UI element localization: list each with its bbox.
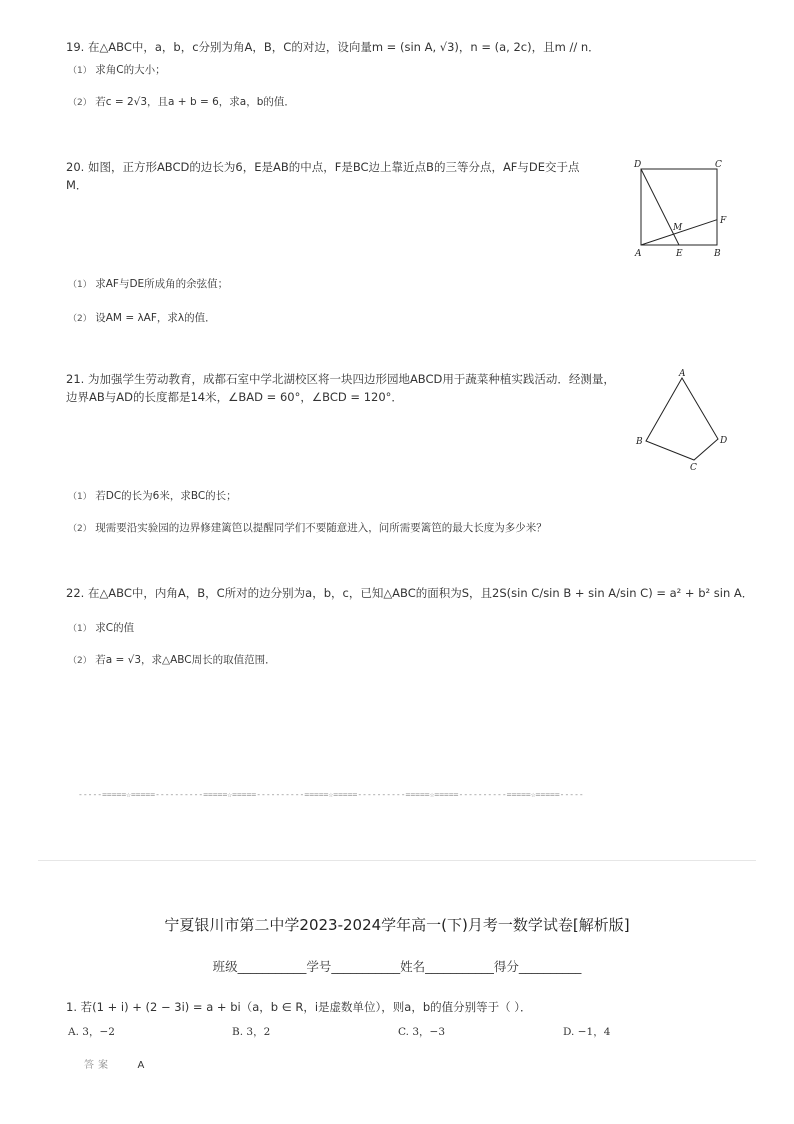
q21-label-d: D xyxy=(720,436,728,446)
page-break-line xyxy=(38,860,756,861)
page-title: 宁夏银川市第二中学2023-2024学年高一(下)月考一数学试卷[解析版] xyxy=(164,916,630,934)
q20-label-a: A xyxy=(635,249,642,259)
q21-sub1 xyxy=(68,488,237,503)
q22-stem: 22. 在△ABC中，内角A，B，C所对的边分别为a，b，c，已知△ABC的面积为S，且2S(sin C/sin B + sin A/sin C) = a² + b² sin A． xyxy=(66,586,754,600)
q21-stem-line2: 边界AB与AD的长度都是14米，∠BAD = 60°，∠BCD = 120°． xyxy=(66,390,403,404)
q20-square xyxy=(641,169,717,245)
q1-option-b xyxy=(232,1024,270,1039)
q21-quadrilateral xyxy=(646,378,718,460)
q1-option-d xyxy=(563,1024,610,1039)
q20-label-d: D xyxy=(634,160,642,170)
q1-option-d-text: −1，4 xyxy=(577,1026,611,1038)
q20-sub1-text: 求AF与DE所成角的余弦值； xyxy=(95,278,229,290)
q19-sub1-number: （1） xyxy=(68,66,92,76)
q1-option-b-label: B. xyxy=(232,1026,244,1038)
q1-option-a xyxy=(68,1024,115,1039)
q21-sub2 xyxy=(68,520,547,535)
q21-quadrilateral-figure xyxy=(632,368,732,472)
q1-answer-label: 答案 xyxy=(84,1060,112,1071)
q21-sub2-text: 现需要沿实验园的边界修建篱笆以提醒同学们不要随意进入，问所需要篱笆的最大长度为多少米？ xyxy=(95,522,547,534)
q20-segment-de xyxy=(641,169,679,245)
q21-stem-line1: 21. 为加强学生劳动教育，成都石室中学北湖校区将一块四边形园地ABCD用于蔬菜种植实践活动．经测量， xyxy=(66,372,615,386)
q19-sub1 xyxy=(68,62,166,77)
q1-option-c xyxy=(398,1024,445,1039)
q1-answer xyxy=(84,1056,144,1071)
q1-option-d-label: D. xyxy=(563,1026,575,1038)
q20-label-e: E xyxy=(676,249,683,259)
q19-sub2-text: 若c = 2√3，且a + b = 6，求a，b的值． xyxy=(95,96,295,108)
q21-label-c: C xyxy=(690,463,697,472)
q20-label-m: M xyxy=(673,223,683,233)
q22-sub1-number: （1） xyxy=(68,624,92,634)
q1-answer-value: A xyxy=(137,1060,145,1071)
q20-sub2 xyxy=(68,310,216,325)
q1-option-a-text: 3，−2 xyxy=(82,1026,115,1038)
q22-sub2-number: （2） xyxy=(68,656,92,666)
q21-label-a: A xyxy=(679,369,686,379)
q21-label-b: B xyxy=(636,437,643,447)
student-info-line: 班级___________学号___________姓名___________得分__________ xyxy=(212,959,582,974)
q19-sub2 xyxy=(68,94,295,109)
q1-option-a-label: A. xyxy=(68,1026,79,1038)
q22-sub1 xyxy=(68,620,134,635)
q19-stem: 19. 在△ABC中，a，b，c分别为角A，B，C的对边，设向量m = (sin A, √3)，n = (a, 2c)，且m // n． xyxy=(66,40,600,54)
q1-stem: 1. 若(1 + i) + (2 − 3i) = a + bi（a，b ∈ R，i是虚数单位），则a，b的值分别等于（ ）． xyxy=(66,1000,532,1014)
q21-sub1-number: （1） xyxy=(68,492,92,502)
q22-sub2 xyxy=(68,652,276,667)
q20-stem-line2: M． xyxy=(66,178,88,192)
q20-sub2-text: 设AM = λAF，求λ的值． xyxy=(95,312,216,324)
q20-label-f: F xyxy=(720,216,727,226)
section-divider: -----=====☆=====----------=====☆=====----------=====☆=====----------=====☆=====----------=====☆=====----- xyxy=(78,790,584,799)
q19-sub2-number: （2） xyxy=(68,98,92,108)
q1-option-c-label: C. xyxy=(398,1026,409,1038)
q20-sub1-number: （1） xyxy=(68,280,92,290)
q20-label-b: B xyxy=(714,249,721,259)
q20-square-figure xyxy=(632,156,732,260)
q22-sub2-text: 若a = √3，求△ABC周长的取值范围． xyxy=(95,654,276,666)
q20-label-c: C xyxy=(715,160,722,170)
q20-sub1 xyxy=(68,276,228,291)
q20-sub2-number: （2） xyxy=(68,314,92,324)
q1-option-b-text: 3，2 xyxy=(246,1026,271,1038)
q1-option-c-text: 3，−3 xyxy=(412,1026,446,1038)
q21-sub1-text: 若DC的长为6米，求BC的长； xyxy=(95,490,237,502)
q22-sub1-text: 求C的值 xyxy=(95,622,135,634)
q19-sub1-text: 求角C的大小； xyxy=(95,64,166,76)
q20-stem-line1: 20. 如图，正方形ABCD的边长为6，E是AB的中点，F是BC边上靠近点B的三等分点，AF与DE交于点 xyxy=(66,160,580,174)
q21-sub2-number: （2） xyxy=(68,524,92,534)
